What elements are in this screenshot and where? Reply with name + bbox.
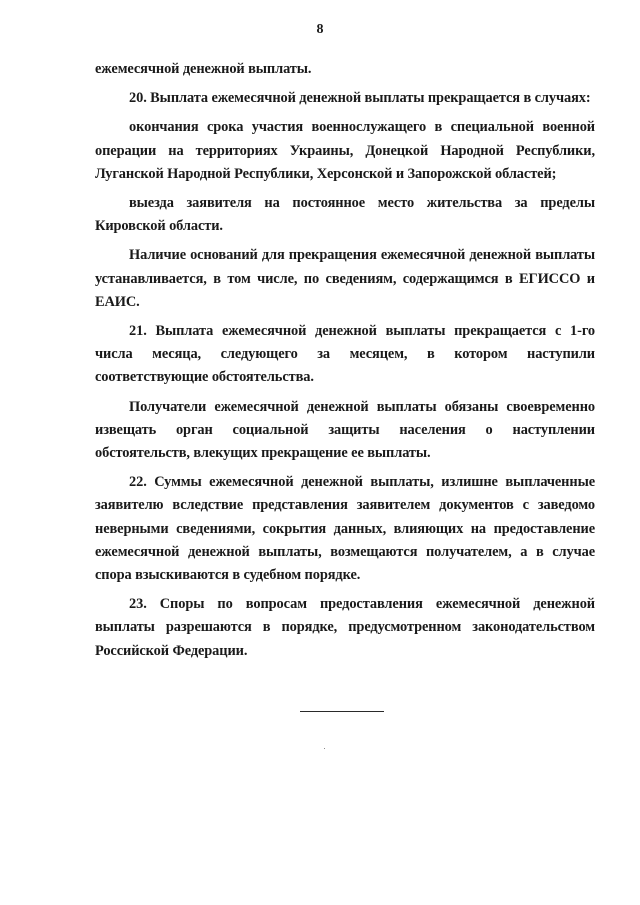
paragraph-clause-20-item-2: выезда заявителя на постоянное место жительства за пределы Кировской области.	[95, 195, 595, 235]
document-body	[95, 58, 595, 669]
paragraph-clause-22: 22. Суммы ежемесячной денежной выплаты, излишне выплаченные заявителю вследствие представления заявителем документов с заведомо неверными сведениями, сокрытия данных, влияющих на предоставление ежемесячной денежной выплаты, возмещаются получателем, а в случае спора взыскиваются в судебном порядке.	[95, 474, 595, 584]
scan-speck	[324, 748, 325, 749]
paragraph-clause-21-recipients: Получатели ежемесячной денежной выплаты обязаны своевременно извещать орган социальной защиты населения о наступлении обстоятельств, влекущих прекращение ее выплаты.	[95, 398, 595, 462]
page-number: 8	[316, 22, 324, 37]
paragraph-continuation: ежемесячной денежной выплаты.	[95, 61, 312, 77]
paragraph-clause-20: 20. Выплата ежемесячной денежной выплаты прекращается в случаях:	[129, 90, 591, 107]
paragraph-clause-20-item-1: окончания срока участия военнослужащего в специальной военной операции на территориях Украины, Донецкой Народной Республики, Луганской Народной Республики, Херсонской и Запорожской областей;	[95, 119, 595, 182]
paragraph-clause-20-grounds: Наличие оснований для прекращения ежемесячной денежной выплаты устанавливается, в том числе, по сведениям, содержащимся в ЕГИССО и ЕАИС.	[95, 247, 595, 310]
closing-divider	[300, 711, 384, 712]
paragraph-clause-23: 23. Споры по вопросам предоставления ежемесячной денежной выплаты разрешаются в порядке, предусмотренном законодательством Российской Федерации.	[95, 596, 595, 659]
paragraph-clause-21: 21. Выплата ежемесячной денежной выплаты прекращается с 1-го числа месяца, следующего за месяцем, в котором наступили соответствующие обстоятельства.	[95, 323, 595, 386]
